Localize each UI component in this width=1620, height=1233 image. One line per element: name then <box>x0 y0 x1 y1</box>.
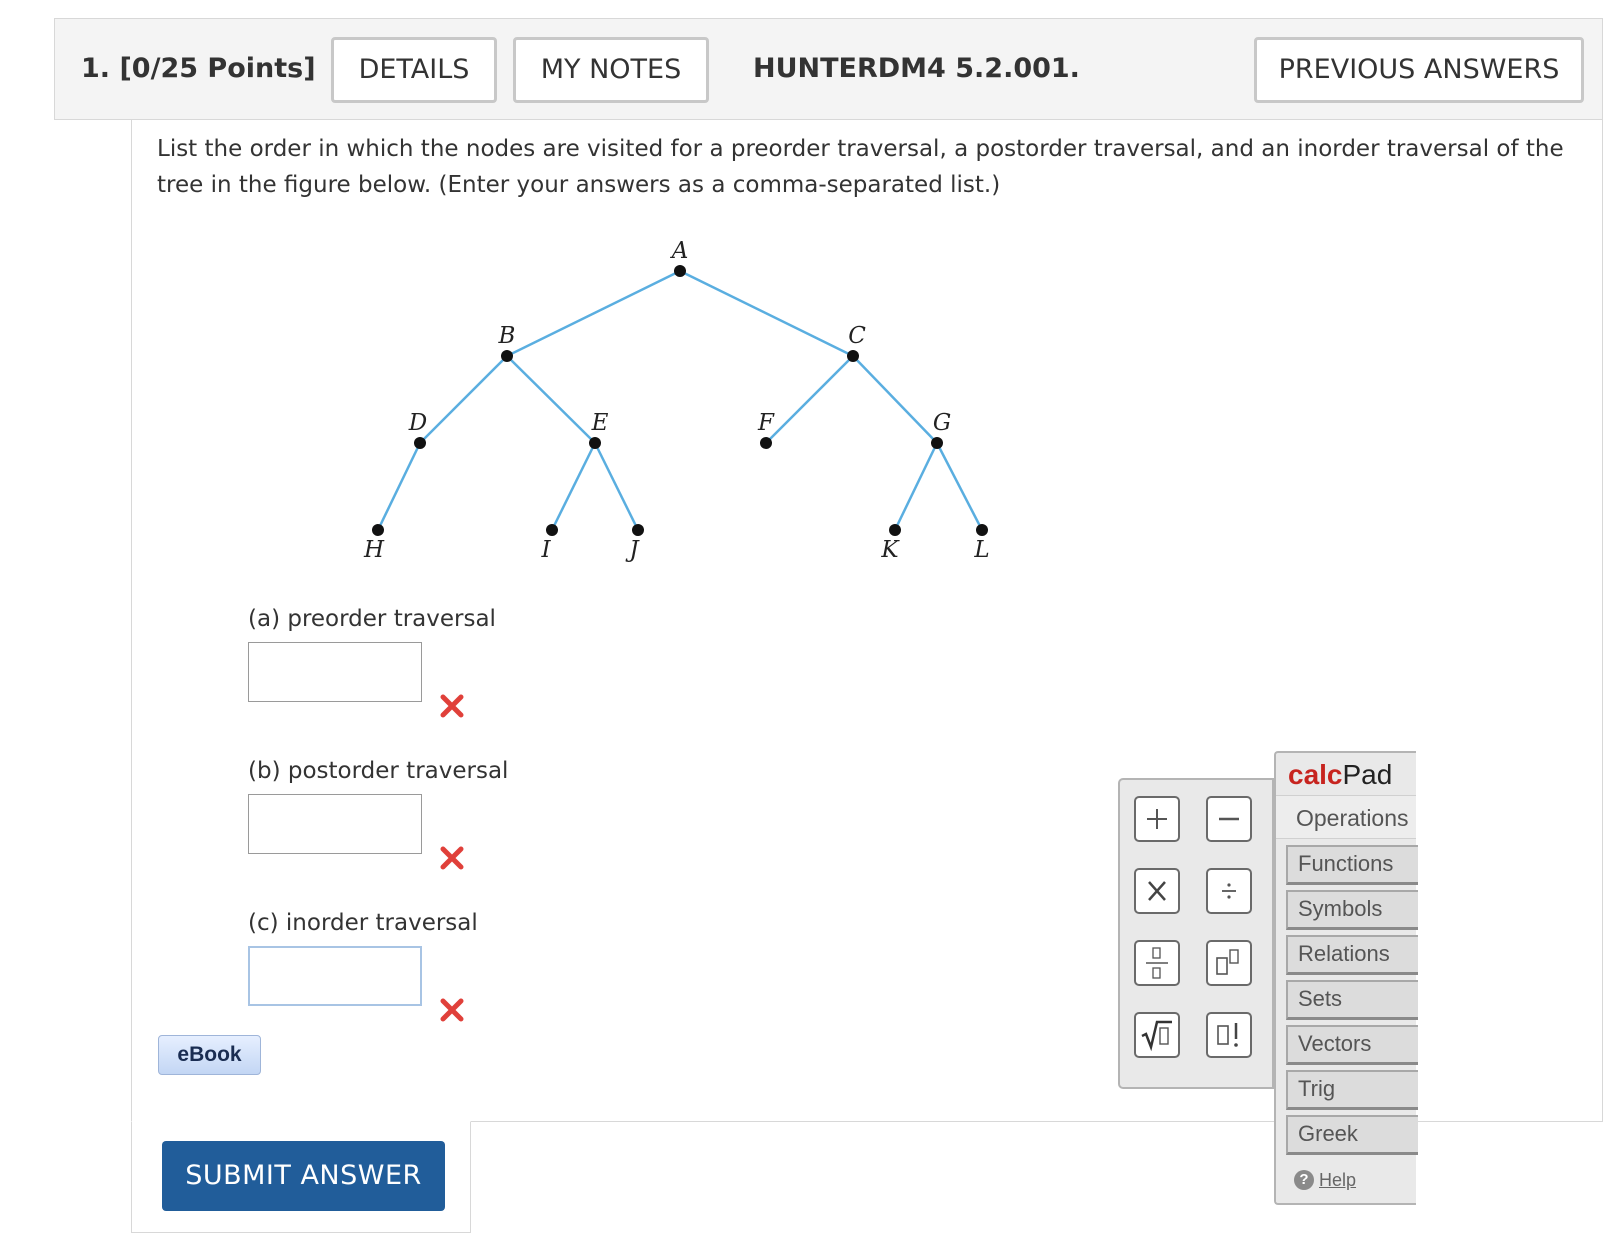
node-label-l: L <box>974 537 990 562</box>
node-e <box>589 437 601 449</box>
factorial-button[interactable] <box>1206 1012 1252 1058</box>
divide-icon <box>1208 870 1250 912</box>
node-label-e: E <box>591 410 609 436</box>
preorder-answer-input[interactable] <box>248 642 422 702</box>
edge-a-b <box>507 271 680 356</box>
question-number: 1. <box>81 53 111 84</box>
question-header <box>54 18 1603 120</box>
factorial-icon <box>1208 1014 1250 1056</box>
node-j <box>632 524 644 536</box>
details-button[interactable]: DETAILS <box>331 37 497 103</box>
exponent-button[interactable] <box>1206 940 1252 986</box>
edge-g-k <box>895 443 937 530</box>
calcpad-operations-panel <box>1118 778 1274 1089</box>
edge-c-f <box>766 356 853 443</box>
node-label-k: K <box>881 537 899 562</box>
node-i <box>546 524 558 536</box>
calcpad-tab-sets[interactable]: Sets <box>1286 980 1418 1020</box>
incorrect-icon <box>440 846 464 870</box>
inorder-answer-input[interactable] <box>248 946 422 1006</box>
node-g <box>931 437 943 449</box>
minus-button[interactable] <box>1206 796 1252 842</box>
node-label-c: C <box>848 323 866 349</box>
divide-button[interactable] <box>1206 868 1252 914</box>
sqrt-button[interactable] <box>1134 1012 1180 1058</box>
tree-edges <box>378 271 982 530</box>
question-points: [0/25 Points] <box>119 53 316 84</box>
node-l <box>976 524 988 536</box>
previous-answers-button[interactable]: PREVIOUS ANSWERS <box>1254 37 1584 103</box>
node-a <box>674 265 686 277</box>
plus-icon <box>1136 798 1178 840</box>
node-h <box>372 524 384 536</box>
calcpad-tab-symbols[interactable]: Symbols <box>1286 890 1418 930</box>
edge-a-c <box>680 271 853 356</box>
incorrect-icon <box>440 694 464 718</box>
submit-answer-button[interactable]: SUBMIT ANSWER <box>162 1141 445 1211</box>
node-label-f: F <box>758 410 774 436</box>
part-a-label: (a) preorder traversal <box>248 606 496 632</box>
tree-figure <box>340 232 1020 562</box>
calcpad-tab-functions[interactable]: Functions <box>1286 845 1418 885</box>
node-label-b: B <box>498 323 516 349</box>
node-f <box>760 437 772 449</box>
question-number-points <box>81 19 316 119</box>
calcpad-help-label: Help <box>1319 1169 1357 1190</box>
my-notes-button[interactable]: MY NOTES <box>513 37 709 103</box>
calcpad-tab-trig[interactable]: Trig <box>1286 1070 1418 1110</box>
part-b-label: (b) postorder traversal <box>248 758 509 784</box>
exponent-icon <box>1208 942 1250 984</box>
edge-c-g <box>853 356 937 443</box>
node-label-d: D <box>408 410 428 436</box>
node-label-h: H <box>363 537 385 562</box>
node-label-j: J <box>629 537 639 562</box>
calcpad-title-calc: calc <box>1288 759 1343 790</box>
question-code: HUNTERDM4 5.2.001. <box>753 53 1080 84</box>
multiply-button[interactable] <box>1134 868 1180 914</box>
plus-button[interactable] <box>1134 796 1180 842</box>
fraction-button[interactable] <box>1134 940 1180 986</box>
postorder-answer-input[interactable] <box>248 794 422 854</box>
edge-e-j <box>595 443 638 530</box>
node-b <box>501 350 513 362</box>
node-label-i: I <box>541 537 551 562</box>
multiply-icon <box>1136 870 1178 912</box>
calcpad-title-pad: Pad <box>1342 759 1393 790</box>
calcpad-title <box>1288 759 1392 791</box>
node-label-a: A <box>671 238 689 264</box>
node-c <box>847 350 859 362</box>
incorrect-icon <box>440 998 464 1022</box>
question-prompt: List the order in which the nodes are visited for a preorder traversal, a postorder traversal, and an inorder traversal of the tree in the figure below. (Enter your answers as a comma-separated list.) <box>157 136 1564 198</box>
ebook-button[interactable]: eBook <box>158 1035 261 1075</box>
fraction-icon <box>1136 942 1178 984</box>
minus-icon <box>1208 798 1250 840</box>
node-d <box>414 437 426 449</box>
edge-d-h <box>378 443 420 530</box>
calcpad-panel <box>1274 751 1416 1205</box>
edge-b-e <box>507 356 595 443</box>
calcpad-tab-relations[interactable]: Relations <box>1286 935 1418 975</box>
calcpad-help-link[interactable] <box>1294 1169 1356 1191</box>
sqrt-icon <box>1136 1014 1178 1056</box>
part-c-label: (c) inorder traversal <box>248 910 478 936</box>
calcpad-tab-greek[interactable]: Greek <box>1286 1115 1418 1155</box>
node-k <box>889 524 901 536</box>
edge-e-i <box>552 443 595 530</box>
edge-b-d <box>420 356 507 443</box>
calcpad-tab-operations[interactable]: Operations <box>1276 795 1416 839</box>
node-label-g: G <box>932 410 952 436</box>
edge-g-l <box>937 443 982 530</box>
calcpad-tab-vectors[interactable]: Vectors <box>1286 1025 1418 1065</box>
help-icon: ? <box>1294 1170 1314 1190</box>
